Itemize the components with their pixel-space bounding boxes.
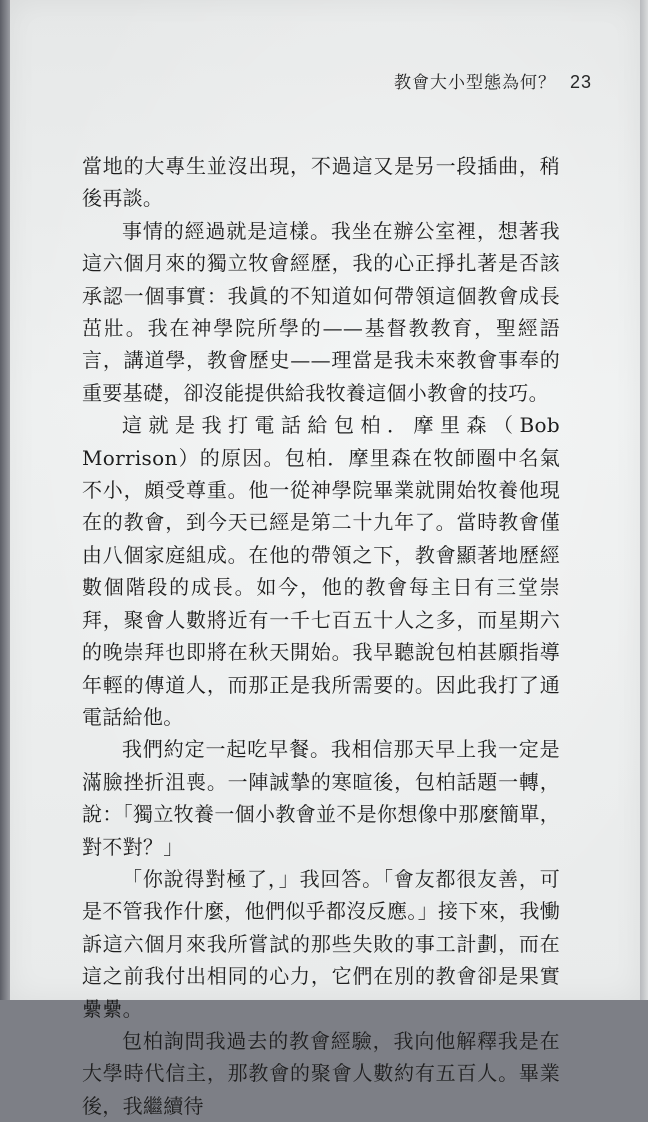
book-page	[10, 0, 640, 1118]
chapter-title: 教會大小型態為何？	[393, 73, 556, 93]
page-number: 23	[569, 72, 592, 92]
paragraph-5: 「你說得對極了，」我回答。「會友都很友善，可是不管我作什麼，他們似乎都沒反應。」接下來，我慟訴這六個月來我所嘗試的那些失敗的事工計劃，而在這之前我付出相同的心力，它們在別的教會卻是果實纍纍。	[82, 866, 560, 1021]
paragraph-2: 事情的經過就是這樣。我坐在辦公室裡，想著我這六個月來的獨立牧會經歷，我的心正掙扎著是否該承認一個事實：我眞的不知道如何帶領這個教會成長茁壯。我在神學院所學的——基督教教育，聖經語言，講道學，教會歷史——理當是我未來教會事奉的重要基礎，卻沒能提供給我牧養這個小教會的技巧。	[82, 218, 560, 405]
running-header	[394, 68, 592, 93]
paragraph-1: 當地的大專生並沒出現，不過這又是另一段插曲，稍後再談。	[82, 154, 560, 211]
body-text	[82, 150, 560, 1122]
book-spine-edge	[0, 0, 10, 1000]
paragraph-4: 我們約定一起吃早餐。我相信那天早上我一定是滿臉挫折沮喪。一陣誠摯的寒暄後，包柏話題一轉，說：「獨立牧養一個小教會並不是你想像中那麼簡單，對不對？」	[82, 737, 560, 859]
paragraph-3: 這就是我打電話給包柏．摩里森（Bob Morrison）的原因。包柏．摩里森在牧師圈中名氣不小，頗受尊重。他一從神學院畢業就開始牧養他現在的教會，到今天已經是第二十九年了。當時教會僅由八個家庭組成。在他的帶領之下，教會顯著地歷經數個階段的成長。如今，他的教會每主日有三堂崇拜，聚會人數將近有一千七百五十人之多，而星期六的晚崇拜也即將在秋天開始。我早聽說包柏甚願指導年輕的傳道人，而那正是我所需要的。因此我打了通電話給他。	[82, 413, 560, 729]
paragraph-6: 包柏詢問我過去的教會經驗，我向他解釋我是在大學時代信主，那教會的聚會人數約有五百人。畢業後，我繼續待	[82, 1028, 560, 1118]
page-right-edge	[640, 0, 648, 1000]
